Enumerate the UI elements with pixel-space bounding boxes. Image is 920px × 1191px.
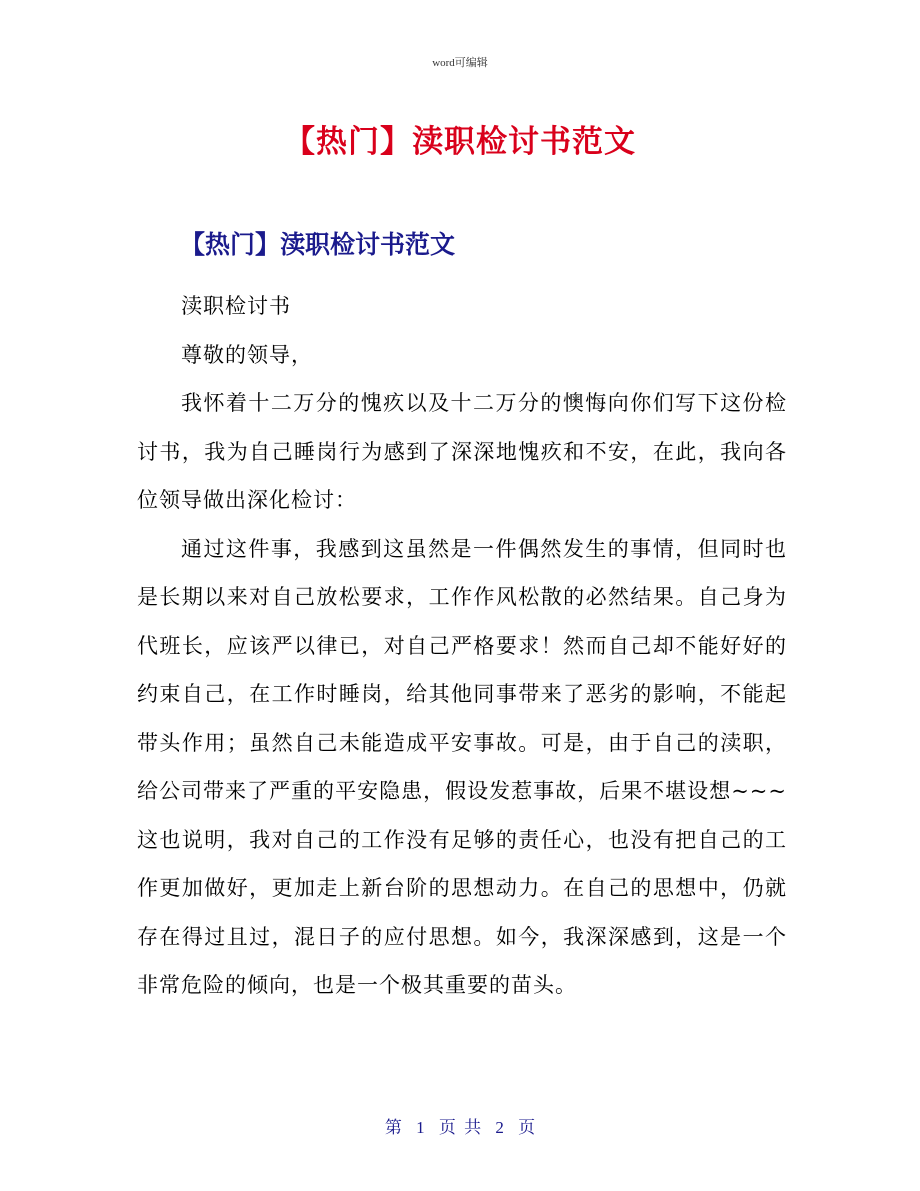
paragraph-main: 通过这件事，我感到这虽然是一件偶然发生的事情，但同时也是长期以来对自己放松要求，工作作风松散的必然结果。自己身为代班长，应该严以律已，对自己严格要求！然而自己却不能好好的约束自己，在工作时睡岗，给其他同事带来了恶劣的影响，不能起带头作用；虽然自己未能造成平安事故。可是，由于自己的渎职，给公司带来了严重的平安隐患，假设发惹事故，后果不堪设想~~~这也说明，我对自己的工作没有足够的责任心，也没有把自己的工作更加做好，更加走上新台阶的思想动力。在自己的思想中，仍就存在得过且过，混日子的应付思想。如今，我深深感到，这是一个非常危险的倾向，也是一个极其重要的苗头。 (137, 536, 787, 997)
document-title: 【热门】渎职检讨书范文 (284, 124, 636, 160)
paragraph-heading: 渎职检讨书 (181, 294, 291, 318)
document-subtitle: 【热门】渎职检讨书范文 (180, 230, 456, 259)
page-footer (0, 1113, 920, 1138)
paragraph-salutation: 尊敬的领导， (181, 342, 313, 367)
footer-total-pages: 2 (495, 1118, 504, 1137)
footer-suffix: 页 (518, 1118, 536, 1137)
document-body (137, 282, 787, 1010)
paragraph-intro: 我怀着十二万分的愧疚以及十二万分的懊悔向你们写下这份检讨书，我为自己睡岗行为感到了深深地愧疚和不安，在此，我向各位领导做出深化检讨： (137, 391, 787, 512)
footer-middle: 页 共 (438, 1118, 482, 1137)
header-note: word可编辑 (432, 57, 488, 69)
footer-prefix: 第 (384, 1118, 402, 1137)
footer-page-number: 1 (416, 1118, 425, 1137)
